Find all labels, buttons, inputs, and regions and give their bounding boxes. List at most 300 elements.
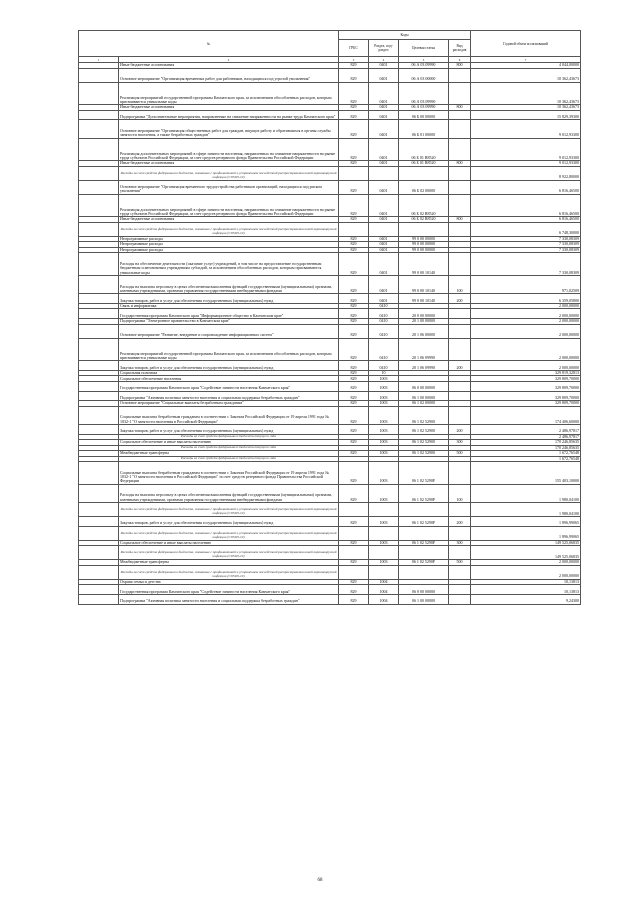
row-expense-type — [449, 166, 471, 180]
note-row — [79, 565, 581, 579]
row-grbs: 829 — [339, 594, 369, 604]
row-amount: 7 330,08309 — [471, 236, 581, 242]
row-target-article: 20 1 06 00000 — [399, 324, 449, 338]
row-grbs: 829 — [339, 338, 369, 361]
note-row — [79, 222, 581, 236]
row-section: 0401 — [369, 242, 399, 248]
row-section: 0401 — [369, 110, 399, 120]
note-row — [79, 526, 581, 540]
row-amount: 329 809,70000 — [471, 381, 581, 391]
row-expense-type — [449, 594, 471, 604]
row-amount: 2 000,00000 — [471, 324, 581, 338]
table-row — [79, 462, 581, 485]
row-grbs: 829 — [339, 309, 369, 319]
row-expense-type: 200 — [449, 361, 471, 371]
row-expense-type — [449, 381, 471, 391]
row-target-article: 20 1 06 09990 — [399, 361, 449, 371]
row-amount: 149 525,06835 — [471, 546, 581, 560]
row-target-article — [399, 526, 449, 540]
table-row — [79, 381, 581, 391]
row-section: 0401 — [369, 236, 399, 242]
row-amount: 329 809,70000 — [471, 401, 581, 407]
row-expense-type — [449, 391, 471, 401]
row-expense-type: 800 — [449, 161, 471, 167]
row-grbs: 829 — [339, 161, 369, 167]
row-name: Иные бюджетные ассигнования — [119, 161, 339, 167]
row-number — [79, 338, 119, 361]
table-row — [79, 594, 581, 604]
row-target-article: 99 0 00 10140 — [399, 294, 449, 304]
row-name: Социальные выплаты безработным гражданам в соответствии с Законом Российской Федерации от 19 апреля 1991 года № 1032-1 "О занятости населения в Российской Федерации" — [119, 406, 339, 424]
row-number — [79, 517, 119, 527]
row-grbs: 829 — [339, 63, 369, 69]
row-expense-type — [449, 253, 471, 276]
row-number — [79, 166, 119, 180]
colnum-1: 1 — [79, 57, 119, 63]
row-section: 0401 — [369, 194, 399, 217]
row-section: 1003 — [369, 376, 399, 382]
row-grbs — [339, 526, 369, 540]
row-grbs: 829 — [339, 440, 369, 446]
row-expense-type — [449, 585, 471, 595]
row-expense-type — [449, 462, 471, 485]
table-row — [79, 110, 581, 120]
row-name: Государственная программа Камчатского края "Информационное общество в Камчатском крае" — [119, 309, 339, 319]
row-amount: 7 330,08309 — [471, 242, 581, 248]
row-name: Закупка товаров, работ и услуг для обеспечения государственных (муниципальных) нужд — [119, 294, 339, 304]
row-section: 0401 — [369, 275, 399, 293]
row-section: 1003 — [369, 451, 399, 457]
row-section: 0410 — [369, 319, 399, 325]
row-target-article: 99 0 00 10140 — [399, 275, 449, 293]
row-amount: 971,02509 — [471, 275, 581, 293]
row-grbs — [339, 546, 369, 560]
row-name: Основное мероприятие "Социальные выплаты безработным гражданам" — [119, 401, 339, 407]
row-name: Основное мероприятие "Организация общественных работ для граждан, ищущих работу и обратившихся в органы службы занятости населения, а также безработных граждан" — [119, 120, 339, 138]
row-section — [369, 503, 399, 517]
row-grbs: 829 — [339, 242, 369, 248]
row-name: Связь и информатика — [119, 303, 339, 309]
row-section: 1003 — [369, 560, 399, 566]
row-grbs — [339, 222, 369, 236]
row-number — [79, 546, 119, 560]
row-amount: 1 980,04100 — [471, 484, 581, 502]
page-number: 68 — [317, 878, 323, 883]
row-amount: 2 000,00000 — [471, 565, 581, 579]
row-name: Расходы на выплаты персоналу в целях обеспечения выполнения функций государственными (муниципальными) органами, казенными учреждениями, органами управления государственными внебюджетными фондами — [119, 484, 339, 502]
row-name: Расходы за счет средств федерального бюджета, связанные с профилактикой и устранением последствий распространения новой коронавирусной инфекции (COVID-19) — [119, 222, 339, 236]
row-grbs: 829 — [339, 236, 369, 242]
row-amount: 6 359,05800 — [471, 294, 581, 304]
row-section: 1004 — [369, 579, 399, 585]
row-grbs: 829 — [339, 180, 369, 194]
row-grbs: 829 — [339, 391, 369, 401]
row-amount: 2 000,00000 — [471, 319, 581, 325]
row-name: Государственная программа Камчатского края "Содействие занятости населения Камчатского края" — [119, 381, 339, 391]
row-target-article: 06 1 02 00000 — [399, 401, 449, 407]
row-target-article — [399, 546, 449, 560]
row-amount: 170 246,85635 — [471, 445, 581, 451]
row-grbs — [339, 565, 369, 579]
row-number — [79, 381, 119, 391]
row-grbs: 829 — [339, 294, 369, 304]
row-name: Непрограммные расходы — [119, 236, 339, 242]
row-amount: 2 000,00000 — [471, 309, 581, 319]
table-row — [79, 180, 581, 194]
row-section — [369, 526, 399, 540]
row-name: Закупка товаров, работ и услуг для обеспечения государственных (муниципальных) нужд — [119, 361, 339, 371]
table-row — [79, 484, 581, 502]
row-expense-type — [449, 222, 471, 236]
row-grbs: 829 — [339, 275, 369, 293]
row-amount: 2 000,00000 — [471, 560, 581, 566]
row-name: Подпрограмма "Электронное правительство в Камчатском крае" — [119, 319, 339, 325]
row-expense-type — [449, 546, 471, 560]
row-amount: 10 362,43673 — [471, 105, 581, 111]
table-row — [79, 517, 581, 527]
row-expense-type: 300 — [449, 440, 471, 446]
row-amount: 7 330,08309 — [471, 247, 581, 253]
row-target-article: 20 1 06 09990 — [399, 338, 449, 361]
row-amount: 6 816,46500 — [471, 194, 581, 217]
row-amount: 149 525,06835 — [471, 540, 581, 546]
row-grbs: 829 — [339, 82, 369, 105]
table-row — [79, 253, 581, 276]
row-number — [79, 526, 119, 540]
row-target-article: 06 1 02 5290F — [399, 462, 449, 485]
row-amount: 329 819,32813 — [471, 370, 581, 376]
row-name: Охрана семьи и детства — [119, 579, 339, 585]
row-number — [79, 275, 119, 293]
row-section: 1003 — [369, 381, 399, 391]
row-target-article: 99 0 00 00000 — [399, 236, 449, 242]
row-name: Закупка товаров, работ и услуг для обеспечения государственных (муниципальных) нужд — [119, 424, 339, 434]
row-grbs: 829 — [339, 138, 369, 161]
colnum-5: 5 — [399, 57, 449, 63]
row-name: Расходы за счет средств федерального бюджета, связанные с профилактикой и устранением последствий распространения новой коронавирусной инфекции (COVID-19) — [119, 526, 339, 540]
row-amount: 10,13813 — [471, 585, 581, 595]
row-number — [79, 361, 119, 371]
colnum-7: 7 — [471, 57, 581, 63]
row-number — [79, 253, 119, 276]
row-name: Социальная политика — [119, 370, 339, 376]
row-amount: 155 403,10000 — [471, 462, 581, 485]
note-row — [79, 503, 581, 517]
row-section: 0401 — [369, 161, 399, 167]
row-target-article: 06 1 02 5290F — [399, 560, 449, 566]
row-grbs: 829 — [339, 579, 369, 585]
row-name: Межбюджетные трансферты — [119, 560, 339, 566]
row-section: 0401 — [369, 120, 399, 138]
row-expense-type — [449, 503, 471, 517]
header-number: № — [79, 31, 339, 57]
row-amount: 1 980,04100 — [471, 503, 581, 517]
row-target-article: 06 1 02 5290F — [399, 540, 449, 546]
row-amount: 15 829,39300 — [471, 110, 581, 120]
row-grbs: 829 — [339, 217, 369, 223]
header-codes: Коды — [339, 31, 471, 40]
row-section: 0401 — [369, 105, 399, 111]
row-section: 1003 — [369, 401, 399, 407]
row-number — [79, 406, 119, 424]
note-row — [79, 546, 581, 560]
table-row — [79, 82, 581, 105]
row-number — [79, 180, 119, 194]
row-grbs: 829 — [339, 110, 369, 120]
row-number — [79, 120, 119, 138]
row-name: Реализация мероприятий государственной программы Камчатского края, за исключением обособленных расходов, которым присваиваются уникальные коды — [119, 338, 339, 361]
row-amount: 9,24300 — [471, 594, 581, 604]
row-target-article: 06 А 03 00000 — [399, 68, 449, 82]
row-grbs: 829 — [339, 68, 369, 82]
row-grbs: 829 — [339, 324, 369, 338]
row-section: 1004 — [369, 594, 399, 604]
row-target-article — [399, 503, 449, 517]
table-row — [79, 585, 581, 595]
row-grbs: 829 — [339, 424, 369, 434]
row-expense-type — [449, 180, 471, 194]
row-grbs: 829 — [339, 370, 369, 376]
row-amount: 7 330,08309 — [471, 253, 581, 276]
row-name: Межбюджетные трансферты — [119, 451, 339, 457]
row-target-article: 20 1 00 00000 — [399, 319, 449, 325]
row-target-article — [399, 222, 449, 236]
row-number — [79, 138, 119, 161]
row-amount: 170 246,85635 — [471, 440, 581, 446]
header-target-article: Целевая статья — [399, 40, 449, 57]
table-row — [79, 324, 581, 338]
row-expense-type: 500 — [449, 451, 471, 457]
row-grbs: 829 — [339, 381, 369, 391]
row-target-article: 99 0 00 10140 — [399, 253, 449, 276]
row-target-article: 06 Б 01 R8520 — [399, 161, 449, 167]
row-expense-type — [449, 68, 471, 82]
row-amount: 9 012,93300 — [471, 138, 581, 161]
row-section: 0401 — [369, 68, 399, 82]
row-grbs: 829 — [339, 319, 369, 325]
header-annual-volume: Годовой объем ассигнований — [471, 31, 581, 57]
row-target-article: 06 Б 00 00000 — [399, 110, 449, 120]
row-number — [79, 110, 119, 120]
row-grbs: 829 — [339, 517, 369, 527]
row-target-article: 99 0 00 00000 — [399, 247, 449, 253]
row-name: Основное мероприятие "Организация временного трудоустройства работников организаций, находящихся под риском увольнения" — [119, 180, 339, 194]
row-number — [79, 503, 119, 517]
row-expense-type: 200 — [449, 424, 471, 434]
row-grbs: 829 — [339, 105, 369, 111]
row-grbs: 829 — [339, 361, 369, 371]
row-name: Иные бюджетные ассигнования — [119, 217, 339, 223]
table-row — [79, 275, 581, 293]
row-expense-type: 800 — [449, 63, 471, 69]
row-name: Подпрограмма "Дополнительные мероприятия, направленные на снижение напряженности на рынке труда Камчатского края" — [119, 110, 339, 120]
header-grbs: ГРБС — [339, 40, 369, 57]
row-section: 0401 — [369, 253, 399, 276]
row-name: Подпрограмма "Активная политика занятости населения и социальная поддержка безработных граждан" — [119, 391, 339, 401]
row-expense-type — [449, 110, 471, 120]
row-name: Реализация дополнительных мероприятий в сфере занятости населения, направленных на снижение напряженности на рынке труда субъектов Российской Федерации, за счет средств резервного фонда Правительства Российской Федерации — [119, 138, 339, 161]
row-grbs: 829 — [339, 303, 369, 309]
row-grbs — [339, 166, 369, 180]
row-expense-type — [449, 526, 471, 540]
row-section: 0401 — [369, 247, 399, 253]
row-name: Иные бюджетные ассигнования — [119, 105, 339, 111]
row-grbs: 829 — [339, 462, 369, 485]
row-amount: 4 044,00000 — [471, 63, 581, 69]
row-amount: 10 362,43673 — [471, 68, 581, 82]
row-section — [369, 565, 399, 579]
row-amount: 6 748,30000 — [471, 222, 581, 236]
row-grbs: 829 — [339, 451, 369, 457]
row-section — [369, 166, 399, 180]
row-number — [79, 294, 119, 304]
row-target-article: 06 Б 01 R8520 — [399, 138, 449, 161]
row-section: 10 — [369, 370, 399, 376]
row-target-article: 06 А 03 09990 — [399, 82, 449, 105]
row-name: Расходы за счет средств федерального бюджета, связанные с профилактикой и устранением последствий распространения новой коронавирусной инфекции (COVID-19) — [119, 503, 339, 517]
row-name: Расходы за счет средств федерального бюджета текущего года — [119, 456, 339, 462]
row-grbs: 829 — [339, 585, 369, 595]
table-body — [79, 63, 581, 605]
row-expense-type: 300 — [449, 540, 471, 546]
row-amount: 329 809,70000 — [471, 391, 581, 401]
row-amount: 9 012,93300 — [471, 161, 581, 167]
row-name: Социальное обеспечение и иные выплаты населению — [119, 440, 339, 446]
row-target-article: 06 Б 02 00000 — [399, 180, 449, 194]
row-target-article: 06 1 02 52900 — [399, 424, 449, 434]
row-grbs: 829 — [339, 120, 369, 138]
row-name: Государственная программа Камчатского края "Содействие занятости населения Камчатского края" — [119, 585, 339, 595]
row-amount: 8 922,80000 — [471, 166, 581, 180]
table-row — [79, 406, 581, 424]
row-expense-type — [449, 309, 471, 319]
row-expense-type — [449, 82, 471, 105]
row-target-article: 20 0 00 00000 — [399, 309, 449, 319]
budget-allocation-table — [78, 30, 581, 605]
row-target-article: 06 1 02 5290F — [399, 484, 449, 502]
row-section: 0401 — [369, 180, 399, 194]
row-section: 0410 — [369, 324, 399, 338]
row-amount: 1 672,76548 — [471, 456, 581, 462]
row-amount: 1 896,99065 — [471, 526, 581, 540]
colnum-2: 2 — [119, 57, 339, 63]
row-amount: 10 362,43673 — [471, 82, 581, 105]
row-grbs: 829 — [339, 484, 369, 502]
row-grbs: 829 — [339, 253, 369, 276]
row-section: 1003 — [369, 440, 399, 446]
table-row — [79, 68, 581, 82]
row-section — [369, 546, 399, 560]
row-name: Расходы за счет средств федерального бюджета текущего года — [119, 434, 339, 440]
row-amount: 2 000,00000 — [471, 303, 581, 309]
row-section: 1003 — [369, 406, 399, 424]
row-name: Расходы за счет средств федерального бюджета, связанные с профилактикой и устранением последствий распространения новой коронавирусной инфекции (COVID-19) — [119, 546, 339, 560]
row-grbs: 829 — [339, 194, 369, 217]
row-target-article: 06 0 00 00000 — [399, 381, 449, 391]
row-section: 1003 — [369, 424, 399, 434]
row-expense-type — [449, 338, 471, 361]
row-number — [79, 82, 119, 105]
row-section: 0401 — [369, 217, 399, 223]
row-name: Иные бюджетные ассигнования — [119, 63, 339, 69]
row-amount: 6 816,46500 — [471, 217, 581, 223]
row-amount: 2 000,00000 — [471, 361, 581, 371]
row-name: Закупка товаров, работ и услуг для обеспечения государственных (муниципальных) нужд — [119, 517, 339, 527]
row-amount: 6 816,46500 — [471, 180, 581, 194]
row-expense-type — [449, 406, 471, 424]
row-section: 1003 — [369, 517, 399, 527]
row-number — [79, 594, 119, 604]
row-grbs: 829 — [339, 560, 369, 566]
row-name: Непрограммные расходы — [119, 247, 339, 253]
row-grbs: 829 — [339, 247, 369, 253]
row-target-article: 06 0 00 00000 — [399, 585, 449, 595]
row-section — [369, 222, 399, 236]
table-row — [79, 294, 581, 304]
row-section: 0410 — [369, 303, 399, 309]
row-name: Подпрограмма "Активная политика занятости населения и социальная поддержка безработных граждан" — [119, 594, 339, 604]
row-target-article: 06 1 00 00000 — [399, 594, 449, 604]
header-expense-type: Вид расходов — [449, 40, 471, 57]
row-expense-type: 200 — [449, 294, 471, 304]
row-section: 1004 — [369, 585, 399, 595]
table-row — [79, 120, 581, 138]
row-amount: 174 406,60000 — [471, 406, 581, 424]
row-target-article: 99 0 00 00000 — [399, 242, 449, 248]
row-grbs: 829 — [339, 406, 369, 424]
row-amount: 329 809,70000 — [471, 376, 581, 382]
table-row — [79, 338, 581, 361]
colnum-4: 4 — [369, 57, 399, 63]
table-row — [79, 309, 581, 319]
row-section: 0410 — [369, 309, 399, 319]
row-grbs: 829 — [339, 376, 369, 382]
row-number — [79, 565, 119, 579]
row-expense-type — [449, 138, 471, 161]
row-target-article: 06 1 02 52900 — [399, 451, 449, 457]
row-section: 0401 — [369, 63, 399, 69]
row-section: 0401 — [369, 82, 399, 105]
header-section: Раздел, под-раздел — [369, 40, 399, 57]
row-name: Основное мероприятие "Развитие, внедрение и сопровождение информационных систем" — [119, 324, 339, 338]
row-expense-type: 800 — [449, 105, 471, 111]
row-target-article — [399, 565, 449, 579]
row-name: Расходы на обеспечение деятельности (оказание услуг) учреждений, в том числе на предоставление государственным бюджетным и автономным учреждениям субсидий, за исключением обособленных расходов, которым присваиваются уникальные коды — [119, 253, 339, 276]
row-target-article: 06 Б 01 00000 — [399, 120, 449, 138]
row-grbs: 829 — [339, 401, 369, 407]
row-section: 1003 — [369, 462, 399, 485]
row-expense-type — [449, 565, 471, 579]
row-name: Расходы на выплаты персоналу в целях обеспечения выполнения функций государственными (муниципальными) органами, казенными учреждениями, органами управления государственными внебюджетными фондами — [119, 275, 339, 293]
row-amount: 1 896,99065 — [471, 517, 581, 527]
note-row — [79, 166, 581, 180]
row-name: Расходы за счет средств федерального бюджета, связанные с профилактикой и устранением последствий распространения новой коронавирусной инфекции (COVID-19) — [119, 565, 339, 579]
row-expense-type — [449, 194, 471, 217]
row-target-article: 06 1 02 52900 — [399, 406, 449, 424]
row-number — [79, 391, 119, 401]
row-name: Расходы за счет средств федерального бюджета текущего года — [119, 445, 339, 451]
table-row — [79, 361, 581, 371]
row-expense-type: 500 — [449, 560, 471, 566]
table-row — [79, 194, 581, 217]
row-amount: 1 672,76548 — [471, 451, 581, 457]
colnum-6: 6 — [449, 57, 471, 63]
row-target-article — [399, 166, 449, 180]
colnum-3: 3 — [339, 57, 369, 63]
table-header — [79, 31, 581, 63]
row-amount: 2 000,00000 — [471, 338, 581, 361]
row-target-article: 06 Б 02 R8520 — [399, 217, 449, 223]
